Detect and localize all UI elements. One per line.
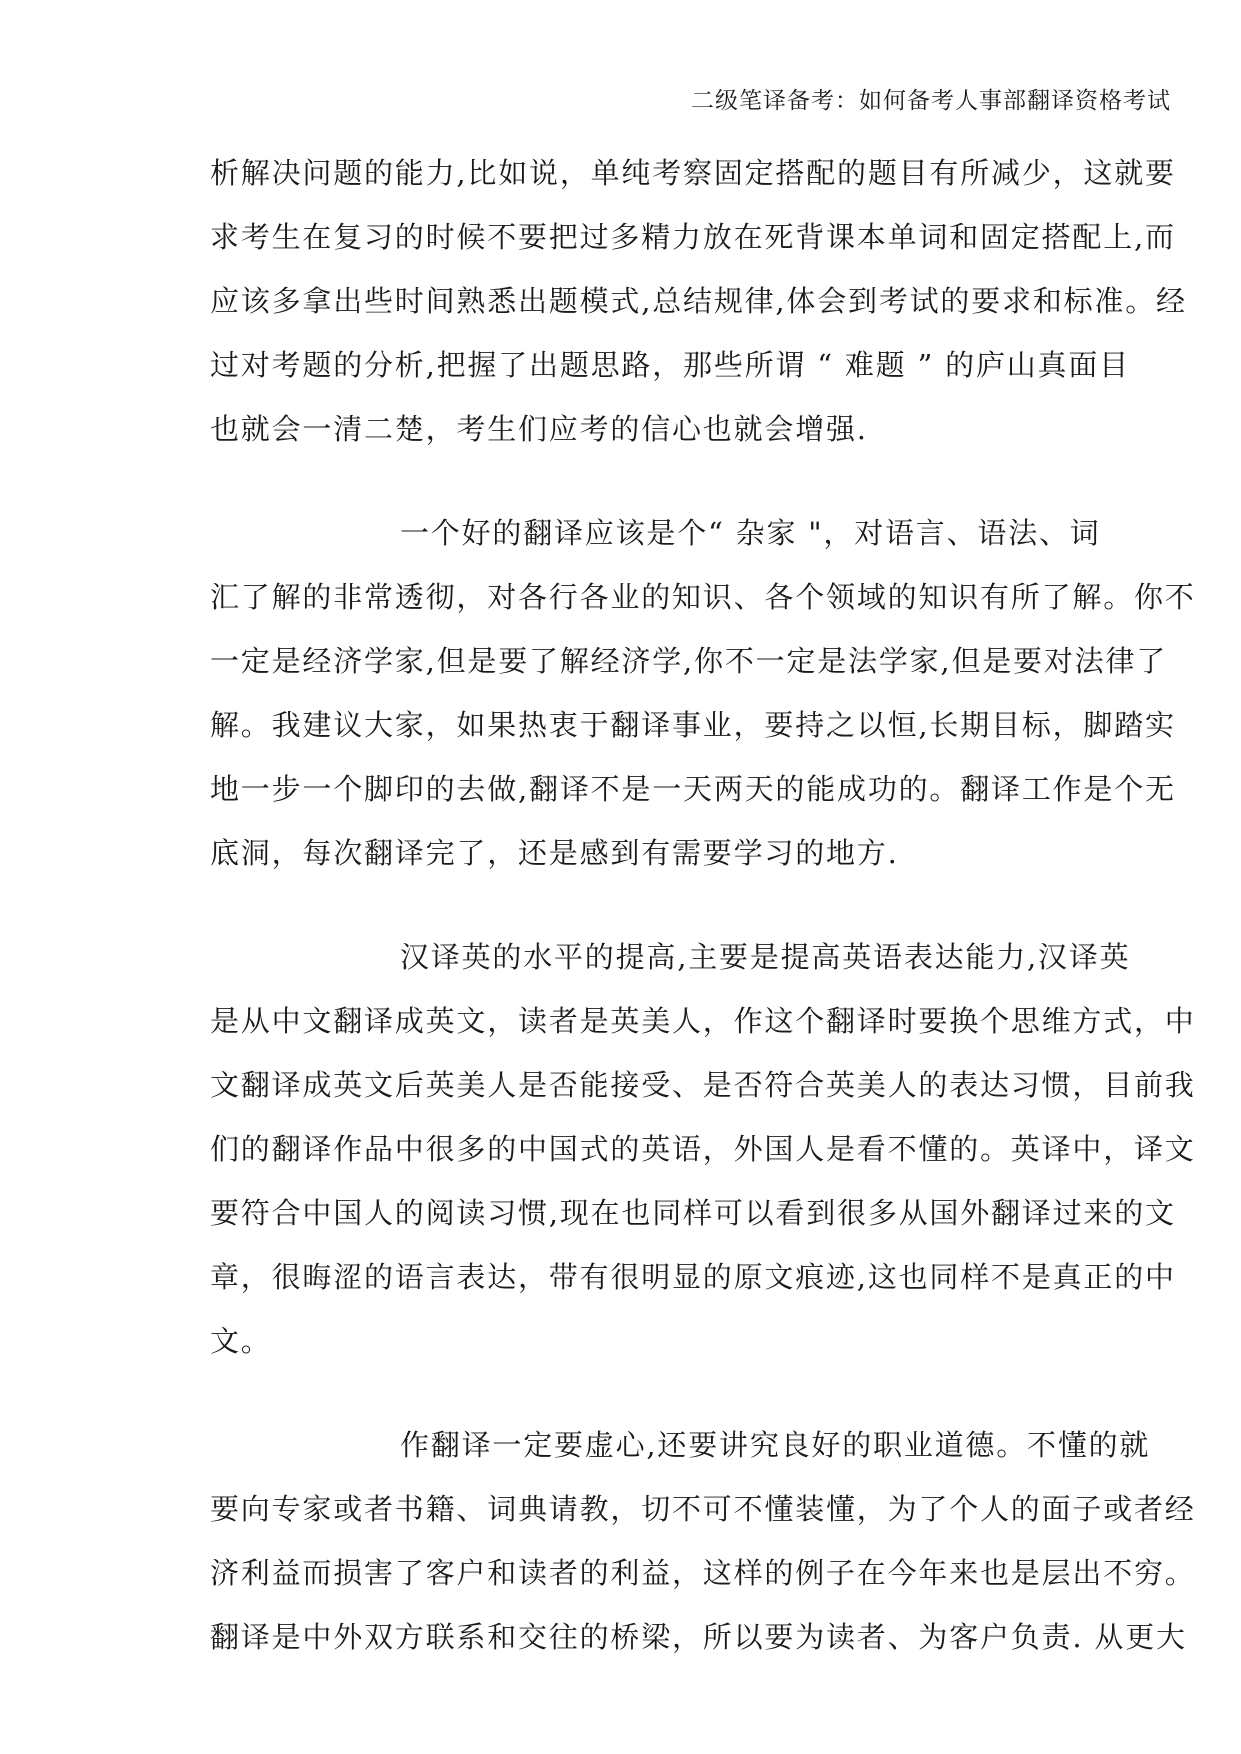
text-line: 是从中文翻译成英文，读者是英美人，作这个翻译时要换个思维方式，中	[210, 1004, 1196, 1038]
text-line: 解。我建议大家，如果热衷于翻译事业，要持之以恒,长期目标，脚踏实	[210, 708, 1176, 742]
text-line: 也就会一清二楚，考生们应考的信心也就会增强.	[210, 412, 868, 446]
text-line: 一定是经济学家,但是要了解经济学,你不一定是法学家,但是要对法律了	[210, 644, 1168, 678]
text-line: 们的翻译作品中很多的中国式的英语，外国人是看不懂的。英译中，译文	[210, 1132, 1196, 1166]
text-line: 作翻译一定要虚心,还要讲究良好的职业道德。不懂的就	[400, 1428, 1151, 1462]
text-line: 济利益而损害了客户和读者的利益，这样的例子在今年来也是层出不穷。	[210, 1556, 1196, 1590]
text-line: 翻译是中外双方联系和交往的桥梁，所以要为读者、为客户负责. 从更大	[210, 1620, 1187, 1654]
paragraph	[210, 925, 1196, 1373]
text-line: 要向专家或者书籍、词典请教，切不可不懂装懂，为了个人的面子或者经	[210, 1492, 1196, 1526]
text-line: 要符合中国人的阅读习惯,现在也同样可以看到很多从国外翻译过来的文	[210, 1196, 1176, 1230]
running-header: 二级笔译备考：如何备考人事部翻译资格考试	[691, 88, 1171, 114]
text-line: 章，很晦涩的语言表达，带有很明显的原文痕迹,这也同样不是真正的中	[210, 1260, 1176, 1294]
paragraph	[210, 1413, 1196, 1669]
text-line: 文翻译成英文后英美人是否能接受、是否符合英美人的表达习惯，目前我	[210, 1068, 1196, 1102]
text-line: 地一步一个脚印的去做,翻译不是一天两天的能成功的。翻译工作是个无	[210, 772, 1176, 806]
text-line: 汉译英的水平的提高,主要是提高英语表达能力,汉译英	[400, 940, 1131, 974]
text-line: 过对考题的分析,把握了出题思路，那些所谓 “ 难题 ” 的庐山真面目	[210, 348, 1130, 382]
body-text	[210, 141, 1196, 1669]
text-line: 求考生在复习的时候不要把过多精力放在死背课本单词和固定搭配上,而	[210, 220, 1176, 254]
text-line: 汇了解的非常透彻，对各行各业的知识、各个领域的知识有所了解。你不	[210, 580, 1196, 614]
text-line: 文。	[210, 1324, 272, 1358]
text-line: 一个好的翻译应该是个“ 杂家 "，对语言、语法、词	[400, 516, 1101, 550]
text-line: 析解决问题的能力,比如说，单纯考察固定搭配的题目有所减少，这就要	[210, 156, 1176, 190]
paragraph	[210, 501, 1196, 885]
text-line: 应该多拿出些时间熟悉出题模式,总结规律,体会到考试的要求和标准。经	[210, 284, 1187, 318]
text-line: 底洞，每次翻译完了，还是感到有需要学习的地方.	[210, 836, 899, 870]
paragraph	[210, 141, 1187, 461]
